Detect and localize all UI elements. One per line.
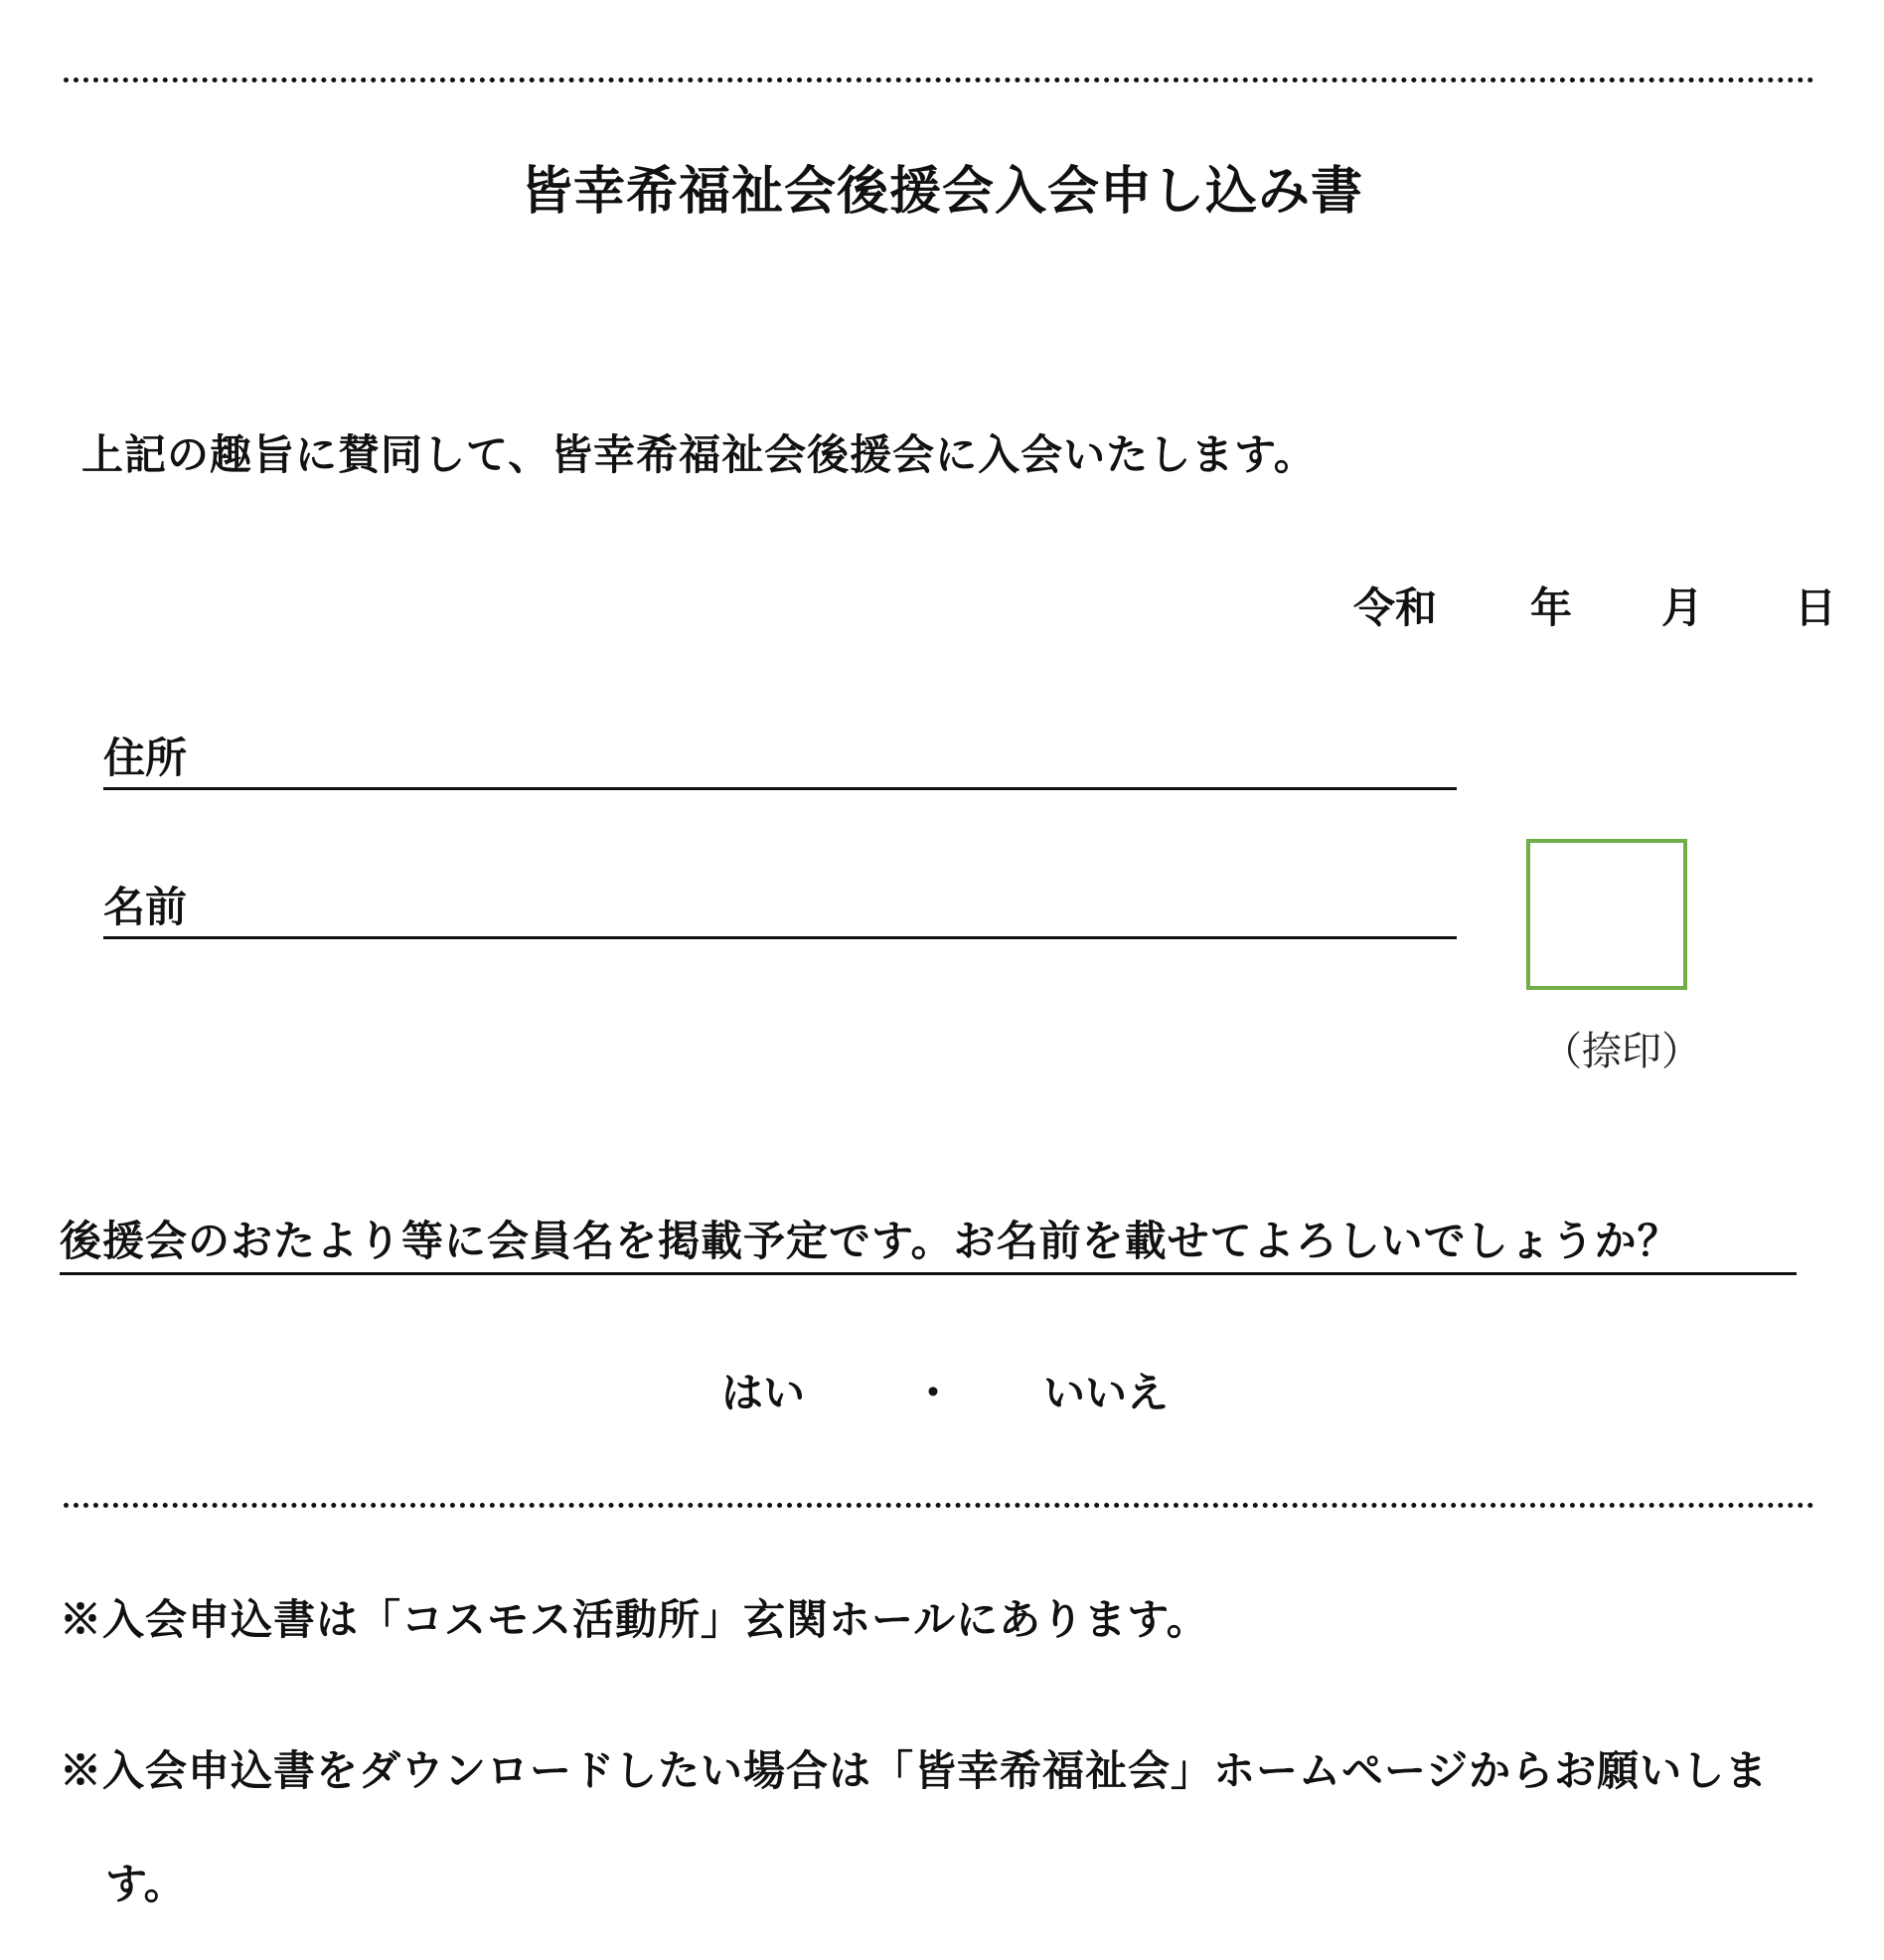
name-publication-question: 後援会のおたより等に会員名を掲載予定です。お名前を載せてよろしいでしょうか？ — [60, 1211, 1797, 1275]
choice-no[interactable]: いいえ — [1043, 1369, 1170, 1417]
date-day: 日 — [1795, 583, 1837, 632]
seal-caption: （捺印） — [1542, 1029, 1701, 1074]
address-field[interactable] — [103, 726, 1457, 790]
note-application-location: ※入会申込書は「コスモス活動所」玄関ホールにあります。 — [60, 1595, 1209, 1644]
date-era: 令和 — [1353, 583, 1438, 632]
name-field[interactable] — [103, 875, 1457, 939]
note-download: ※入会申込書をダウンロードしたい場合は「皆幸希福祉会」ホームページからお願いしま — [60, 1746, 1769, 1795]
date-month: 月 — [1661, 583, 1704, 632]
choice-separator: ・ — [912, 1369, 955, 1417]
date-year: 年 — [1530, 583, 1573, 632]
seal-box[interactable] — [1526, 839, 1687, 990]
address-label: 住所 — [103, 734, 188, 782]
bottom-dotted-divider — [64, 1503, 1814, 1508]
choice-yes[interactable]: はい — [721, 1369, 806, 1417]
top-dotted-divider — [64, 78, 1814, 82]
name-label: 名前 — [103, 883, 188, 931]
note-download-continuation: す。 — [105, 1860, 186, 1908]
membership-statement: 上記の趣旨に賛同して、皆幸希福祉会後援会に入会いたします。 — [81, 430, 1317, 479]
form-title: 皆幸希福祉会後援会入会申し込み書 — [520, 161, 1363, 222]
